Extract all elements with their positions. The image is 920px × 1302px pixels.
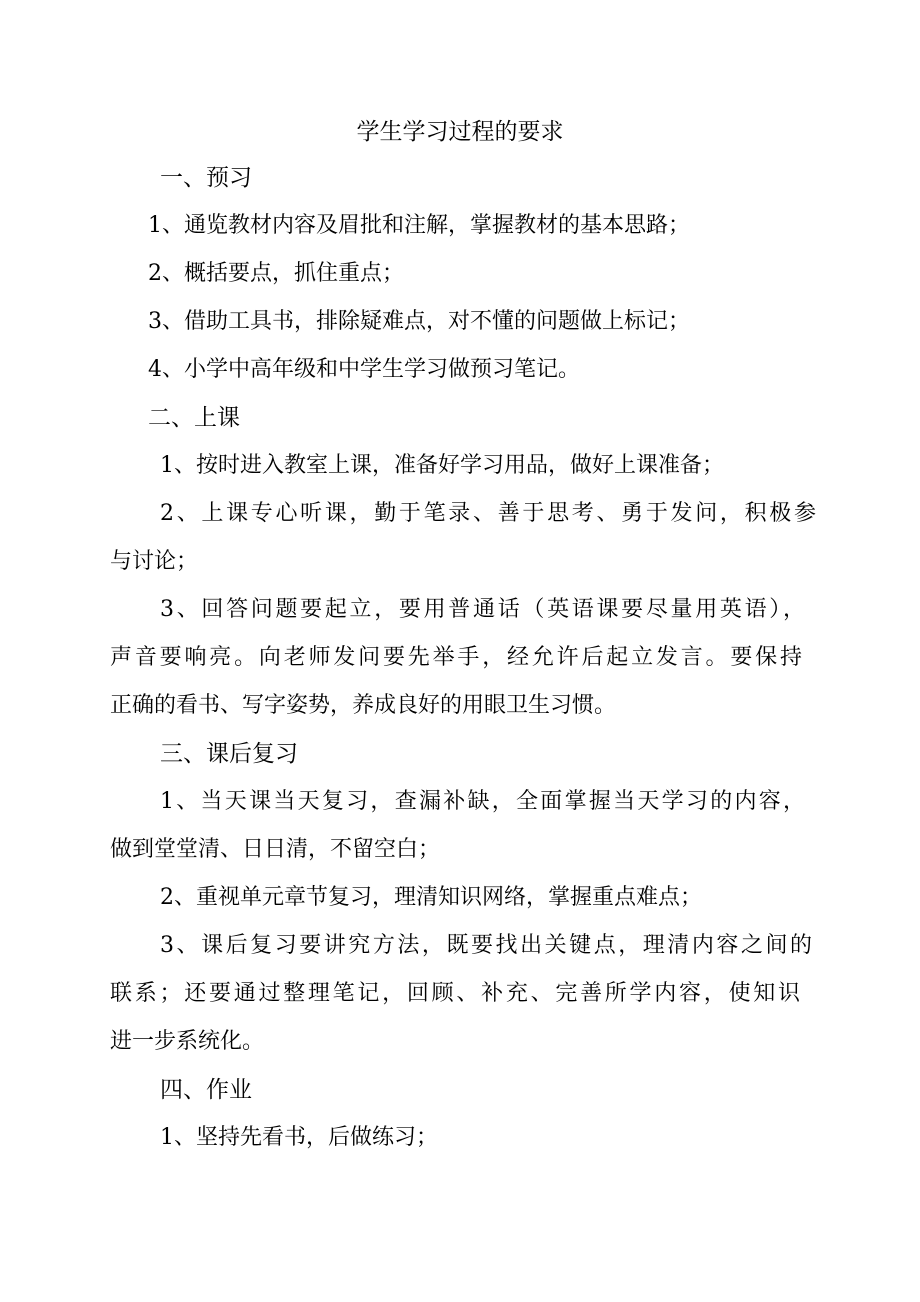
review-item-3-line-2: 联系；还要通过整理笔记，回顾、补充、完善所学内容，使知识: [110, 981, 800, 1006]
review-item-3-line-3: 进一步系统化。: [110, 1029, 265, 1054]
class-item-1: 1、按时进入教室上课，准备好学习用品，做好上课准备；: [160, 453, 724, 478]
document-title: 学生学习过程的要求: [356, 119, 564, 145]
review-item-3-line-1: 3、课后复习要讲究方法，既要找出关键点，理清内容之间的: [160, 933, 812, 958]
class-item-3-line-3: 正确的看书、写字姿势，养成良好的用眼卫生习惯。: [110, 693, 617, 718]
review-item-1-line-2: 做到堂堂清、日日清，不留空白；: [110, 837, 441, 862]
section-heading-homework: 四、作业: [160, 1077, 252, 1103]
class-item-3-line-2: 声音要响亮。向老师发问要先举手，经允许后起立发言。要保持: [110, 645, 802, 670]
homework-item-1: 1、坚持先看书，后做练习；: [160, 1125, 438, 1150]
class-item-3-line-1: 3、回答问题要起立，要用普通话（英语课要尽量用英语），: [160, 597, 805, 622]
review-item-2: 2、重视单元章节复习，理清知识网络，掌握重点难点；: [160, 885, 702, 910]
preview-item-2: 2、概括要点，抓住重点；: [148, 261, 404, 286]
preview-item-1: 1、通览教材内容及眉批和注解，掌握教材的基本思路；: [148, 213, 690, 238]
section-heading-preview: 一、预习: [160, 165, 252, 191]
preview-item-3: 3、借助工具书，排除疑难点，对不懂的问题做上标记；: [148, 309, 690, 334]
class-item-2-line-1: 2、上课专心听课，勤于笔录、善于思考、勇于发问，积极参: [160, 501, 816, 526]
preview-item-4: 4、小学中高年级和中学生学习做预习笔记。: [148, 357, 580, 382]
section-heading-class: 二、上课: [148, 405, 240, 431]
section-heading-review: 三、课后复习: [160, 741, 298, 767]
class-item-2-line-2: 与讨论；: [110, 549, 199, 574]
review-item-1-line-1: 1、当天课当天复习，查漏补缺，全面掌握当天学习的内容，: [160, 789, 805, 814]
